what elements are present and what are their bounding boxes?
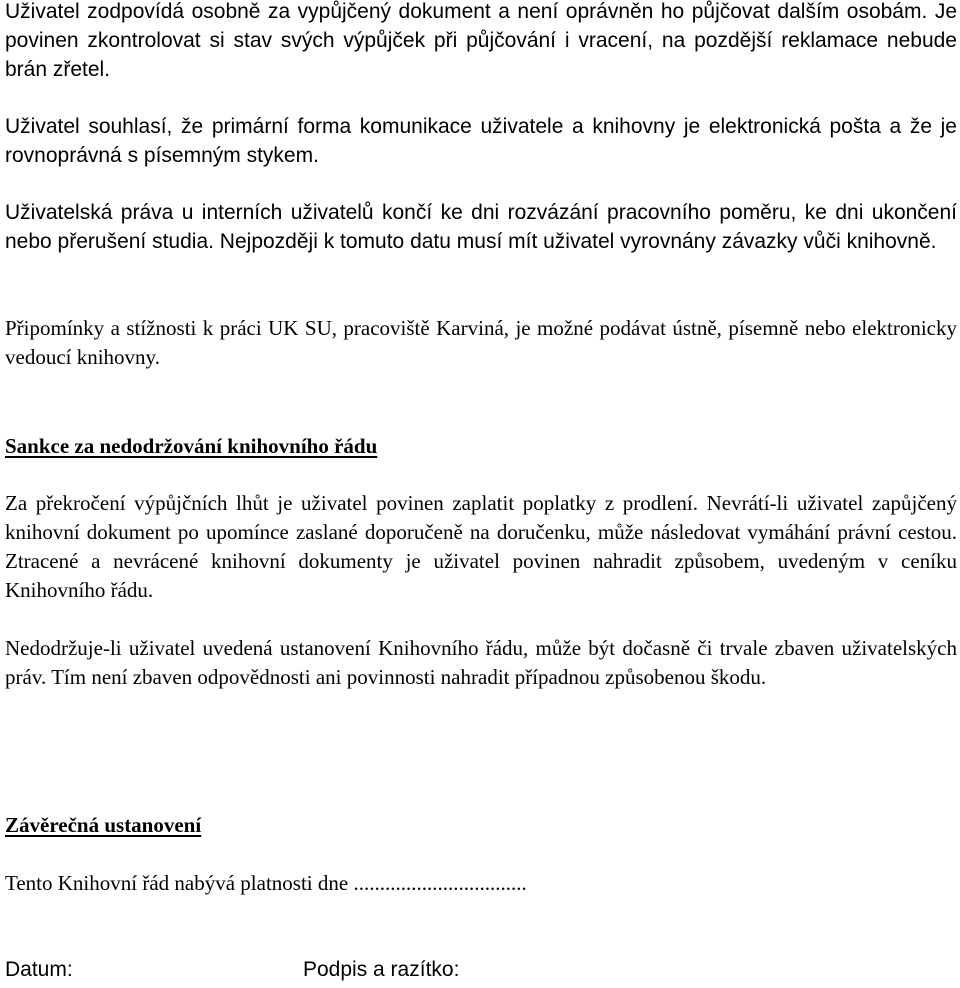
- heading-sanctions: Sankce za nedodržování knihovního řádu: [5, 434, 378, 458]
- heading-final-provisions: Závěrečná ustanovení: [5, 813, 202, 837]
- paragraph-rights-revocation: Nedodržuje-li uživatel uvedená ustanovení Knihovního řádu, může být dočasně či trvale zbaven uživatelských práv. Tím není zbaven odpovědnosti ani povinnosti nahradit případnou způsobenou škodu.: [5, 636, 957, 689]
- paragraph-user-rights-end: Uživatelská práva u interních uživatelů končí ke dni rozvázání pracovního poměru, ke dni ukončení nebo přerušení studia. Nejpozději k tomuto datu musí mít uživatel vyrovnány závazky vůči knihovně.: [5, 201, 957, 253]
- date-label: Datum:: [5, 958, 73, 981]
- paragraph-loan-responsibility: Uživatel zodpovídá osobně za vypůjčený dokument a není oprávněn ho půjčovat dalším osobám. Je povinen zkontrolovat si stav svých výpůjček při půjčování i vracení, na pozdější reklamace nebude brán zřetel.: [5, 0, 957, 81]
- paragraph-complaints: Připomínky a stížnosti k práci UK SU, pracoviště Karviná, je možné podávat ústně, písemně nebo elektronicky vedoucí knihovny.: [5, 316, 957, 369]
- validity-line: Tento Knihovní řád nabývá platnosti dne .................................: [5, 871, 527, 895]
- paragraph-late-fees: Za překročení výpůjčních lhůt je uživatel povinen zaplatit poplatky z prodlení. Nevrátí-li uživatel zapůjčený knihovní dokument po upomínce zaslané doporučeně na doručenku, může následovat vymáhání právní cestou. Ztracené a nevrácené knihovní dokumenty je uživatel povinen nahradit způsobem, uvedeným v ceníku Knihovního řádu.: [5, 491, 957, 602]
- paragraph-email-communication: Uživatel souhlasí, že primární forma komunikace uživatele a knihovny je elektronická pošta a že je rovnoprávná s písemným stykem.: [5, 115, 957, 167]
- signature-label: Podpis a razítko:: [303, 958, 460, 981]
